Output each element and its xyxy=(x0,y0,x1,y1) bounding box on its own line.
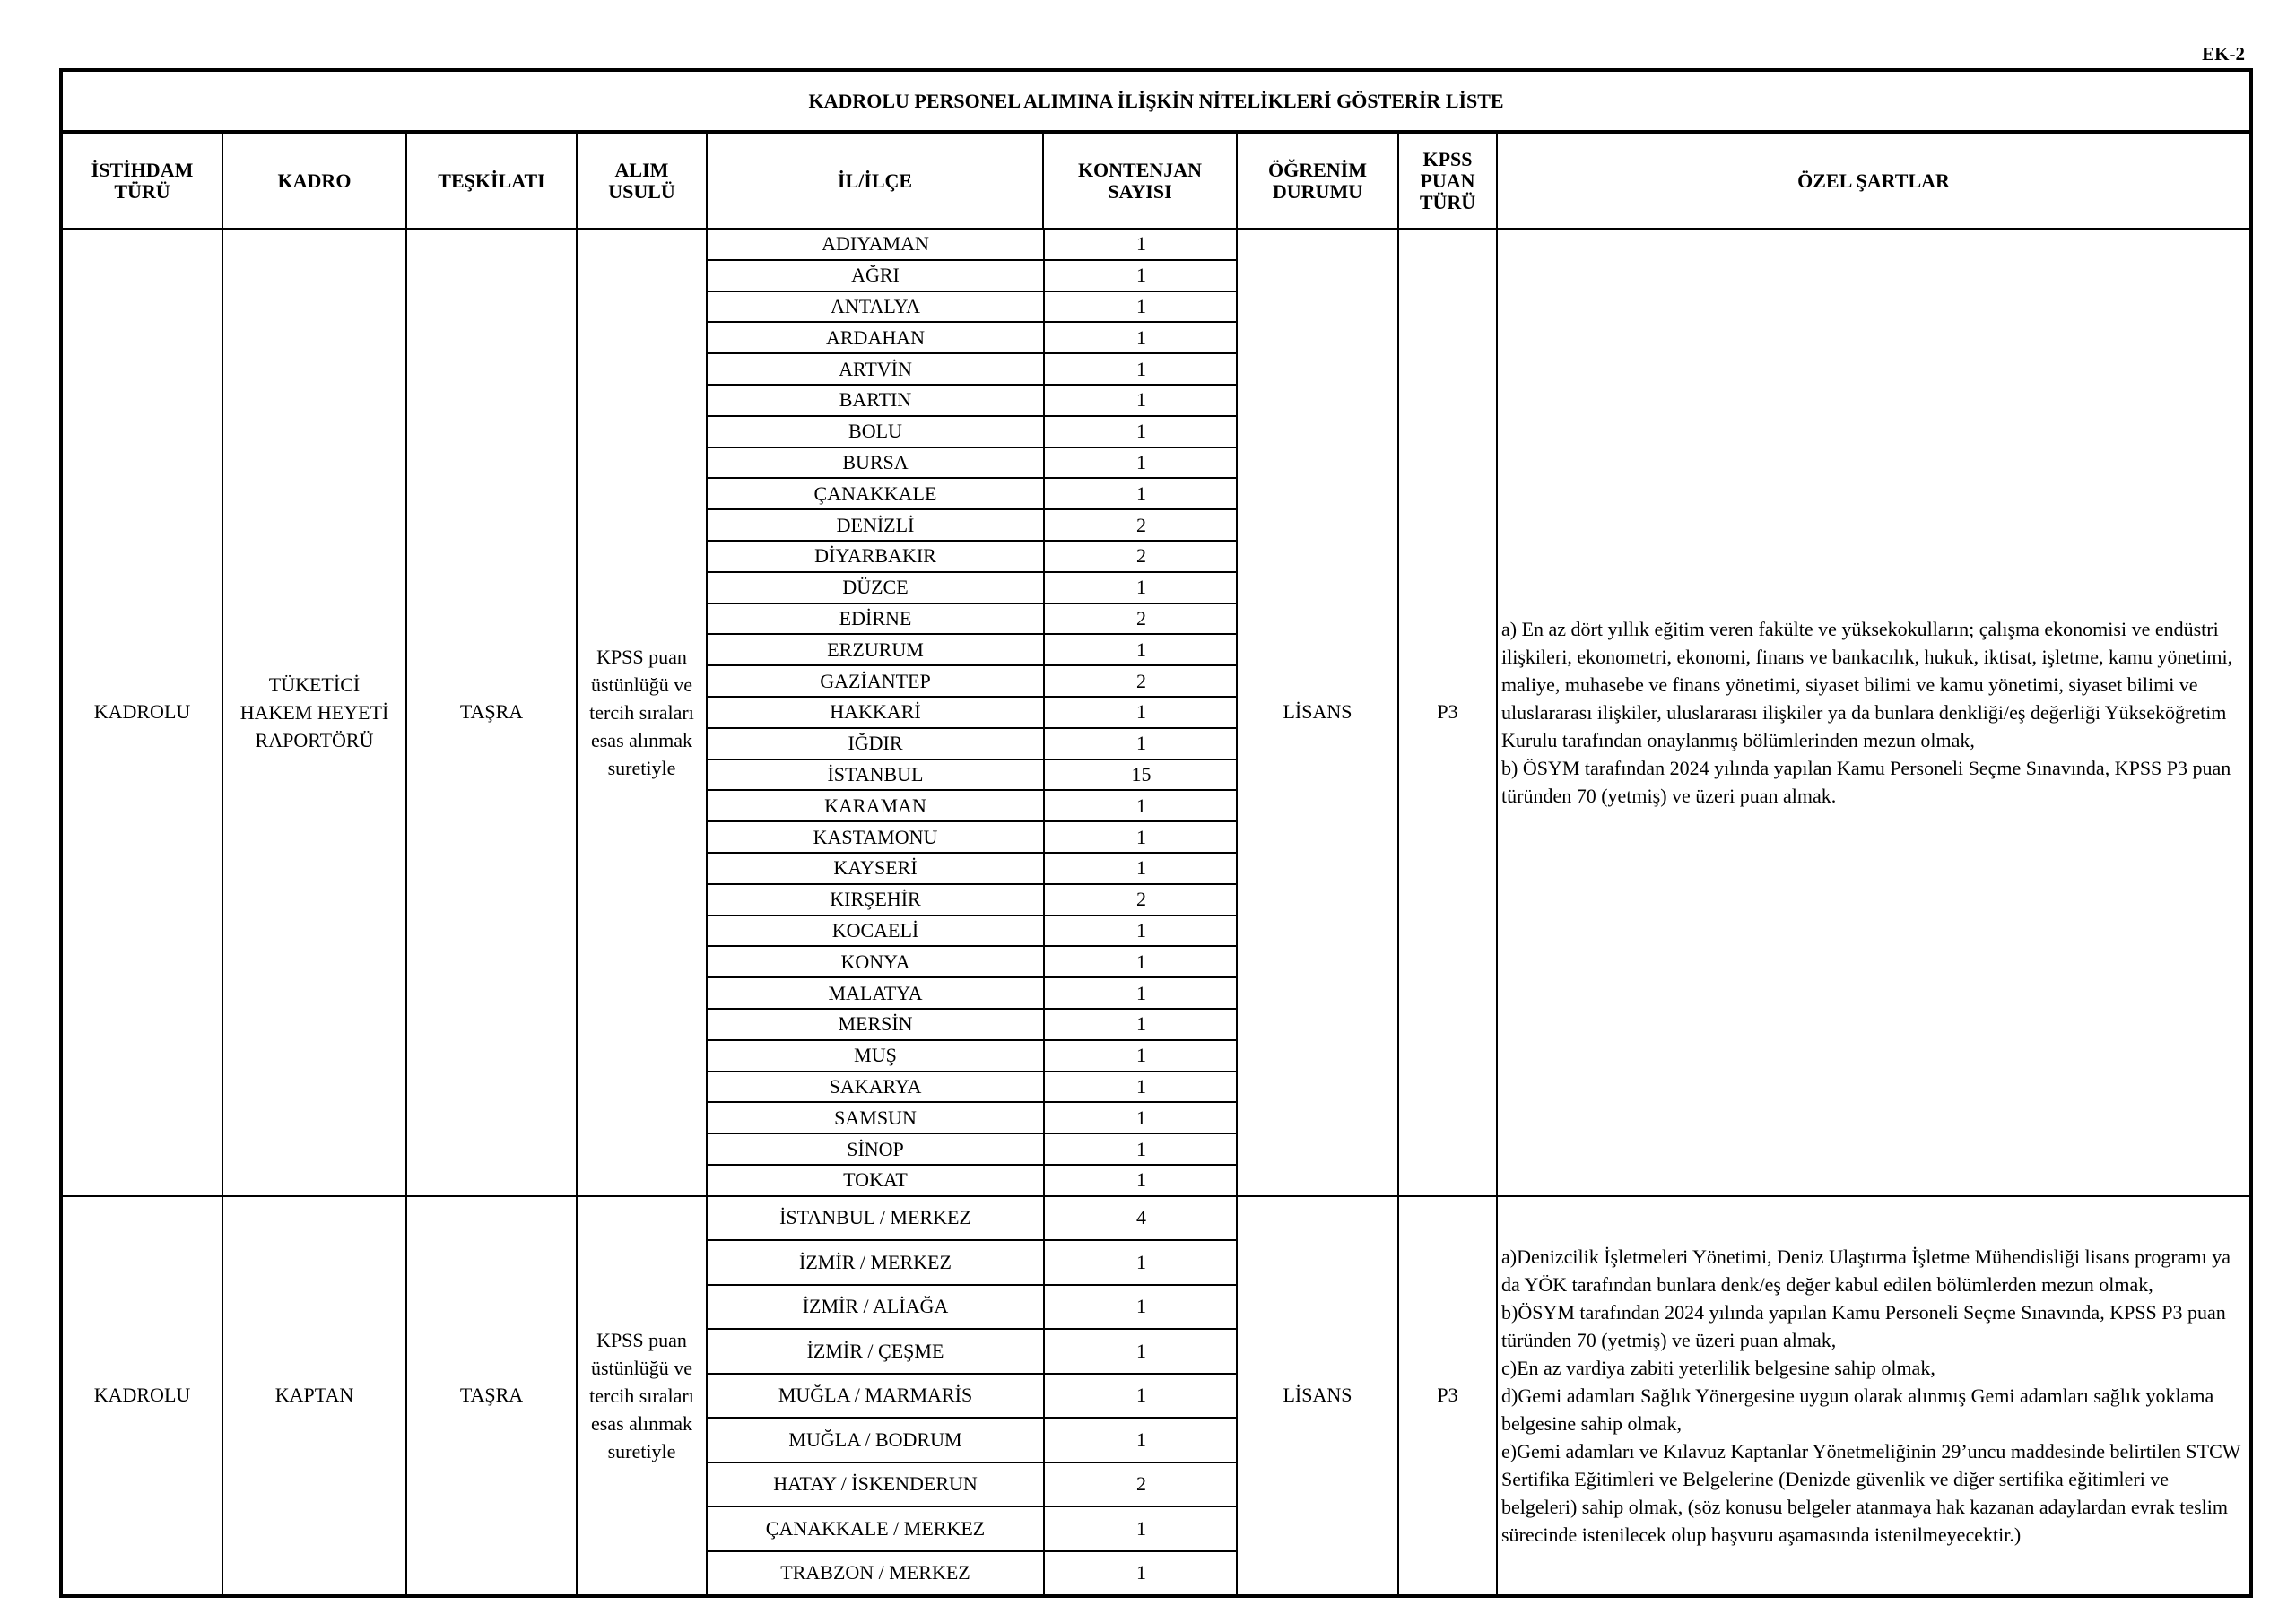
city-row xyxy=(708,509,1238,541)
city-name: TOKAT xyxy=(708,1165,1044,1195)
city-row xyxy=(708,1165,1238,1195)
quota-count: 1 xyxy=(1044,1009,1238,1040)
city-row xyxy=(708,291,1238,323)
header-teskilati: TEŞKİLATI xyxy=(406,132,577,229)
city-name: MUĞLA / BODRUM xyxy=(708,1418,1044,1462)
ozel-sartlar-cell xyxy=(1497,229,2251,1196)
city-row xyxy=(708,230,1238,260)
ogrenim-durumu-cell: LİSANS xyxy=(1237,229,1398,1196)
city-name: EDİRNE xyxy=(708,603,1044,635)
quota-count: 2 xyxy=(1044,884,1238,916)
quota-count: 2 xyxy=(1044,541,1238,572)
quota-count: 1 xyxy=(1044,977,1238,1009)
city-name: KONYA xyxy=(708,946,1044,977)
city-name: İZMİR / ALİAĞA xyxy=(708,1285,1044,1330)
city-quota-block xyxy=(707,1196,1237,1597)
city-row xyxy=(708,353,1238,385)
city-name: HAKKARİ xyxy=(708,697,1044,728)
quota-count: 1 xyxy=(1044,1240,1238,1285)
city-row xyxy=(708,977,1238,1009)
quota-count: 1 xyxy=(1044,1374,1238,1419)
quota-count: 1 xyxy=(1044,478,1238,509)
header-kontenjan-sayisi: KONTENJAN SAYISI xyxy=(1043,132,1237,229)
qualifications-table xyxy=(59,68,2253,1598)
city-row xyxy=(708,541,1238,572)
city-row xyxy=(708,821,1238,853)
kadro-cell: KAPTAN xyxy=(222,1196,406,1597)
condition-paragraph: e)Gemi adamları ve Kılavuz Kaptanlar Yönetmeliğinin 29’uncu maddesinde belirtilen STCW Sertifika Eğitimleri ve Belgelerine (Denizde güvenlik ve diğer sertifika eğitimleri ve belgeleri) sahip olmak, (söz konusu belgeler atanmaya hak kazanan adaylardan evrak teslim sürecinde istenilecek olup başvuru aşamasında istenilmeyecektir.) xyxy=(1501,1439,2241,1546)
city-name: BURSA xyxy=(708,447,1044,479)
quota-count: 1 xyxy=(1044,634,1238,665)
condition-paragraph: b)ÖSYM tarafından 2024 yılında yapılan Kamu Personeli Seçme Sınavında, KPSS P3 puan türünden 70 (yetmiş) ve üzeri puan almak, xyxy=(1501,1300,2226,1351)
header-il-ilce: İL/İLÇE xyxy=(707,132,1043,229)
quota-count: 1 xyxy=(1044,260,1238,291)
city-name: ÇANAKKALE / MERKEZ xyxy=(708,1506,1044,1551)
quota-count: 1 xyxy=(1044,572,1238,603)
kpss-puan-turu-cell: P3 xyxy=(1398,229,1497,1196)
city-name: ADIYAMAN xyxy=(708,230,1044,260)
city-name: KASTAMONU xyxy=(708,821,1044,853)
header-kadro: KADRO xyxy=(222,132,406,229)
city-row xyxy=(708,946,1238,977)
quota-count: 2 xyxy=(1044,1462,1238,1507)
city-name: KIRŞEHİR xyxy=(708,884,1044,916)
city-name: ARTVİN xyxy=(708,353,1044,385)
teskilat-cell: TAŞRA xyxy=(406,1196,577,1597)
alim-usulu-cell: KPSS puan üstünlüğü ve tercih sıraları esas alınmak suretiyle xyxy=(577,1196,707,1597)
city-name: TRABZON / MERKEZ xyxy=(708,1551,1044,1595)
city-row xyxy=(708,478,1238,509)
city-row xyxy=(708,1197,1238,1241)
quota-count: 1 xyxy=(1044,291,1238,323)
city-name: MALATYA xyxy=(708,977,1044,1009)
city-name: DENİZLİ xyxy=(708,509,1044,541)
city-name: SAMSUN xyxy=(708,1102,1044,1133)
city-row xyxy=(708,385,1238,416)
city-row xyxy=(708,1102,1238,1133)
quota-count: 1 xyxy=(1044,728,1238,759)
city-row xyxy=(708,447,1238,479)
quota-count: 1 xyxy=(1044,353,1238,385)
city-name: İZMİR / ÇEŞME xyxy=(708,1329,1044,1374)
city-name: KOCAELİ xyxy=(708,916,1044,947)
corner-label-ek2: EK-2 xyxy=(2202,43,2245,65)
quota-count: 1 xyxy=(1044,1285,1238,1330)
city-name: KAYSERİ xyxy=(708,853,1044,884)
kpss-puan-turu-cell: P3 xyxy=(1398,1196,1497,1597)
header-alim-usulu: ALIM USULÜ xyxy=(577,132,707,229)
city-row xyxy=(708,916,1238,947)
city-row xyxy=(708,1285,1238,1330)
city-row xyxy=(708,853,1238,884)
city-name: ARDAHAN xyxy=(708,322,1044,353)
city-name: İZMİR / MERKEZ xyxy=(708,1240,1044,1285)
city-name: İSTANBUL / MERKEZ xyxy=(708,1197,1044,1241)
quota-count: 1 xyxy=(1044,1506,1238,1551)
condition-paragraph: a) En az dört yıllık eğitim veren fakülte ve yüksekokulların; çalışma ekonomisi ve endüstri ilişkileri, ekonometri, ekonomi, finans ve bankacılık, hukuk, iktisat, işletme, kamu yönetimi, maliye, muhasebe ve finans yönetimi, siyaset bilimi ve kamu yönetimi, siyaset bilimi ve uluslararası ilişkiler, uluslararası ilişkiler ya da bunlara denkliği/eş değerliği Yükseköğretim Kurulu tarafından onaylanmış bölümlerinden mezun olmak, xyxy=(1501,617,2233,751)
section-raportor xyxy=(61,229,2251,1196)
quota-count: 1 xyxy=(1044,1329,1238,1374)
quota-count: 1 xyxy=(1044,1102,1238,1133)
condition-paragraph: d)Gemi adamları Sağlık Yönergesine uygun olarak alınmış Gemi adamları sağlık yoklama belgesine sahip olmak, xyxy=(1501,1384,2214,1435)
city-name: ERZURUM xyxy=(708,634,1044,665)
ozel-sartlar-cell xyxy=(1497,1196,2251,1597)
city-row xyxy=(708,416,1238,447)
city-row xyxy=(708,1133,1238,1165)
city-row xyxy=(708,1240,1238,1285)
city-row xyxy=(708,1374,1238,1419)
city-row xyxy=(708,884,1238,916)
city-name: BARTIN xyxy=(708,385,1044,416)
quota-count: 1 xyxy=(1044,697,1238,728)
quota-count: 1 xyxy=(1044,230,1238,260)
city-row xyxy=(708,1506,1238,1551)
city-row xyxy=(708,790,1238,821)
city-row xyxy=(708,1040,1238,1072)
city-name: MERSİN xyxy=(708,1009,1044,1040)
quota-count: 15 xyxy=(1044,759,1238,791)
city-name: ANTALYA xyxy=(708,291,1044,323)
city-quota-list xyxy=(708,230,1238,1195)
city-row xyxy=(708,260,1238,291)
teskilat-cell: TAŞRA xyxy=(406,229,577,1196)
quota-count: 4 xyxy=(1044,1197,1238,1241)
city-name: GAZİANTEP xyxy=(708,665,1044,697)
alim-usulu-cell: KPSS puan üstünlüğü ve tercih sıraları esas alınmak suretiyle xyxy=(577,229,707,1196)
city-row xyxy=(708,759,1238,791)
city-name: DÜZCE xyxy=(708,572,1044,603)
city-name: ÇANAKKALE xyxy=(708,478,1044,509)
quota-count: 1 xyxy=(1044,790,1238,821)
header-kpss-puan-turu: KPSS PUAN TÜRÜ xyxy=(1398,132,1497,229)
quota-count: 1 xyxy=(1044,322,1238,353)
city-quota-list xyxy=(708,1197,1238,1595)
istihdam-turu-cell: KADROLU xyxy=(61,1196,222,1597)
city-name: IĞDIR xyxy=(708,728,1044,759)
header-ogrenim-durumu: ÖĞRENİM DURUMU xyxy=(1237,132,1398,229)
city-name: BOLU xyxy=(708,416,1044,447)
quota-count: 2 xyxy=(1044,509,1238,541)
kadro-cell: TÜKETİCİ HAKEM HEYETİ RAPORTÖRÜ xyxy=(222,229,406,1196)
quota-count: 1 xyxy=(1044,447,1238,479)
quota-count: 2 xyxy=(1044,603,1238,635)
city-name: MUŞ xyxy=(708,1040,1044,1072)
quota-count: 1 xyxy=(1044,385,1238,416)
quota-count: 1 xyxy=(1136,1168,1146,1192)
city-row xyxy=(708,1551,1238,1595)
city-row xyxy=(708,697,1238,728)
city-row xyxy=(708,572,1238,603)
city-name: SAKARYA xyxy=(708,1072,1044,1103)
quota-count: 1 xyxy=(1044,1040,1238,1072)
city-row xyxy=(708,728,1238,759)
quota-count: 1 xyxy=(1136,1561,1146,1584)
quota-count: 1 xyxy=(1044,1418,1238,1462)
table-title: KADROLU PERSONEL ALIMINA İLİŞKİN NİTELİKLERİ GÖSTERİR LİSTE xyxy=(61,70,2251,132)
quota-count: 1 xyxy=(1044,416,1238,447)
header-istihdam-turu: İSTİHDAM TÜRÜ xyxy=(61,132,222,229)
city-name: DİYARBAKIR xyxy=(708,541,1044,572)
condition-paragraph: a)Denizcilik İşletmeleri Yönetimi, Deniz Ulaştırma İşletme Mühendisliği lisans programı ya da YÖK tarafından bunlara denk/eş değer kabul edilen bölümlerden mezun olmak, xyxy=(1501,1245,2231,1296)
city-name: AĞRI xyxy=(708,260,1044,291)
city-name: SİNOP xyxy=(708,1133,1044,1165)
city-name: MUĞLA / MARMARİS xyxy=(708,1374,1044,1419)
condition-paragraph: c)En az vardiya zabiti yeterlilik belgesine sahip olmak, xyxy=(1501,1356,1935,1379)
quota-count: 2 xyxy=(1044,665,1238,697)
city-name: KARAMAN xyxy=(708,790,1044,821)
quota-count: 1 xyxy=(1044,821,1238,853)
city-name: HATAY / İSKENDERUN xyxy=(708,1462,1044,1507)
quota-count: 1 xyxy=(1044,1133,1238,1165)
city-row xyxy=(708,1072,1238,1103)
city-row xyxy=(708,1418,1238,1462)
city-name: İSTANBUL xyxy=(708,759,1044,791)
header-ozel-sartlar: ÖZEL ŞARTLAR xyxy=(1497,132,2251,229)
quota-count: 1 xyxy=(1044,853,1238,884)
city-row xyxy=(708,1462,1238,1507)
city-row xyxy=(708,665,1238,697)
quota-count: 1 xyxy=(1044,916,1238,947)
ogrenim-durumu-cell: LİSANS xyxy=(1237,1196,1398,1597)
city-row xyxy=(708,1329,1238,1374)
header-row xyxy=(61,132,2251,229)
city-row xyxy=(708,322,1238,353)
city-row xyxy=(708,603,1238,635)
city-row xyxy=(708,634,1238,665)
istihdam-turu-cell: KADROLU xyxy=(61,229,222,1196)
condition-paragraph: b) ÖSYM tarafından 2024 yılında yapılan Kamu Personeli Seçme Sınavında, KPSS P3 puan türünden 70 (yetmiş) ve üzeri puan almak. xyxy=(1501,756,2231,807)
section-kaptan xyxy=(61,1196,2251,1597)
quota-count: 1 xyxy=(1044,946,1238,977)
quota-count: 1 xyxy=(1044,1072,1238,1103)
city-row xyxy=(708,1009,1238,1040)
city-quota-block xyxy=(707,229,1237,1196)
